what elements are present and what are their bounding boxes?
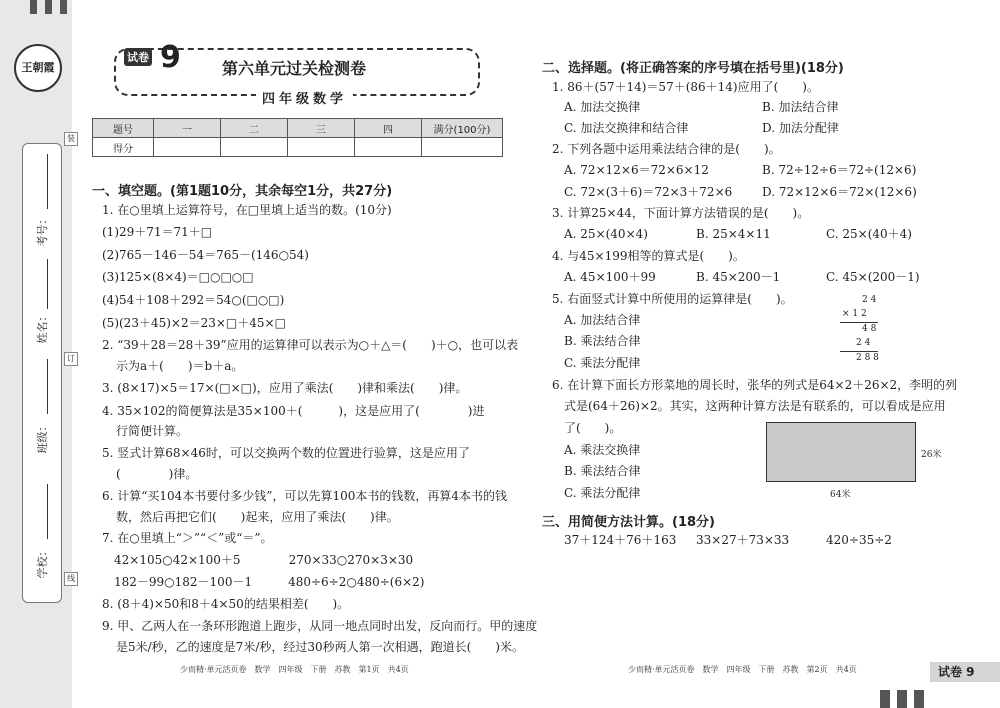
vertical-calc-line: 2 4: [856, 338, 871, 348]
score-header-cell: 二: [221, 119, 288, 138]
answer-option[interactable]: B. 加法结合律: [762, 100, 839, 114]
answer-option[interactable]: C. 乘法分配律: [564, 356, 641, 370]
question-line: 8. (8＋4)×50和8＋4×50的结果相差( )。: [102, 597, 350, 611]
answer-option[interactable]: C. 45×(200－1): [826, 270, 920, 284]
question-line: ( )律。: [116, 467, 198, 481]
question-line: 行简便计算。: [116, 424, 189, 438]
vertical-calc-line: 2 4: [862, 295, 877, 305]
calc-expression: 37＋124＋76＋163: [564, 533, 677, 547]
binding-bar: [60, 0, 67, 14]
answer-option[interactable]: C. 乘法分配律: [564, 486, 641, 500]
question-line: 6. 计算“买104本书要付多少钱”，可以先算100本书的钱数，再算4本书的钱: [102, 489, 507, 503]
answer-option[interactable]: B. 乘法结合律: [564, 334, 641, 348]
question-line: 7. 在○里填上“＞”“＜”或“＝”。: [102, 531, 273, 545]
section-title: 二、选择题。(将正确答案的序号填在括号里)(18分): [542, 61, 844, 76]
page-title: 第六单元过关检测卷: [222, 59, 367, 78]
answer-option[interactable]: B. 72÷12÷6＝72÷(12×6): [762, 163, 917, 177]
question-line: (3)125×(8×4)＝□○□○□: [102, 270, 254, 284]
answer-option[interactable]: B. 乘法结合律: [564, 464, 641, 478]
class-label: 班级：: [36, 420, 49, 454]
brand-logo: 王朝霞: [14, 44, 62, 92]
class-line[interactable]: [47, 359, 48, 414]
score-header-cell: 四: [355, 119, 422, 138]
answer-option[interactable]: B. 25×4×11: [696, 227, 771, 241]
score-cell[interactable]: [288, 138, 355, 157]
question-line: 6. 在计算下面长方形菜地的周长时，张华的列式是64×2＋26×2，李明的列: [552, 378, 958, 392]
score-cell[interactable]: [221, 138, 288, 157]
binding-bar: [30, 0, 37, 14]
question-line: 4. 与45×199相等的算式是( )。: [552, 249, 745, 263]
exam-id-label: 考号：: [36, 213, 49, 247]
school-line[interactable]: [47, 484, 48, 539]
rect-height-label: 26米: [921, 450, 942, 460]
question-line: 2. 下列各题中运用乘法结合律的是( )。: [552, 142, 781, 156]
vertical-calc-line: 2 8 8: [856, 353, 879, 363]
score-header-cell: 满分(100分): [422, 119, 503, 138]
score-table: [92, 118, 503, 157]
answer-option[interactable]: C. 25×(40＋4): [826, 227, 912, 241]
question-line: 4. 35×102的简便算法是35×100＋( )，这是应用了( )进: [102, 404, 485, 418]
rect-width-label: 64米: [830, 490, 851, 500]
field-rectangle-figure: [766, 422, 916, 482]
answer-option[interactable]: C. 加法交换律和结合律: [564, 121, 689, 135]
question-line: 1. 86＋(57＋14)＝57＋(86＋14)应用了( )。: [552, 80, 819, 94]
answer-option[interactable]: D. 72×12×6＝72×(12×6): [762, 185, 917, 199]
score-row-label: 得分: [93, 138, 154, 157]
binding-mark: 线: [64, 572, 78, 586]
score-cell[interactable]: [422, 138, 503, 157]
section-title: 一、填空题。(第1题10分，其余每空1分，共27分): [92, 184, 393, 199]
question-line: 5. 竖式计算68×46时，可以交换两个数的位置进行验算，这是应用了: [102, 446, 470, 460]
binding-mark: 装: [64, 132, 78, 146]
page-subtitle: 四年级数学: [256, 88, 353, 107]
name-label: 姓名：: [36, 310, 49, 344]
vertical-calc-line: 4 8: [862, 324, 877, 334]
test-badge: 试卷: [124, 48, 152, 66]
question-line: 42×105○42×100＋5 270×33○270×3×30: [114, 553, 414, 567]
answer-option[interactable]: A. 45×100＋99: [564, 270, 656, 284]
question-line: 示为a＋( )＝b＋a。: [116, 359, 244, 373]
answer-option[interactable]: A. 加法结合律: [564, 313, 641, 327]
binding-mark: 订: [64, 352, 78, 366]
vertical-calc-rule: [840, 322, 878, 323]
question-line: (4)54＋108＋292＝54○(□○□): [102, 293, 285, 307]
section-title: 三、用简便方法计算。(18分): [542, 515, 715, 530]
answer-option[interactable]: D. 加法分配律: [762, 121, 839, 135]
question-line: 是5米/秒，乙的速度是7米/秒，经过30秒两人第一次相遇，跑道长( )米。: [116, 640, 524, 654]
question-line: (1)29＋71＝71＋□: [102, 225, 213, 239]
name-line[interactable]: [47, 259, 48, 309]
question-line: 式是(64＋26)×2。其实，这两种计算方法是有联系的，可以看成是应用: [564, 399, 946, 413]
school-label: 学校：: [36, 545, 49, 579]
question-line: 了( )。: [564, 421, 622, 435]
question-line: 2. “39＋28＝28＋39”应用的运算律可以表示为○＋△＝( )＋○，也可以表: [102, 338, 519, 352]
score-header-cell: 一: [154, 119, 221, 138]
footer-left: 少而精·单元活页卷 数学 四年级 下册 苏教 第1页 共4页: [180, 665, 409, 674]
footer-right: 少而精·单元活页卷 数学 四年级 下册 苏教 第2页 共4页: [628, 665, 857, 674]
answer-option[interactable]: A. 72×12×6＝72×6×12: [564, 163, 709, 177]
question-line: 数，然后再把它们( )起来，应用了乘法( )律。: [116, 510, 399, 524]
answer-option[interactable]: A. 25×(40×4): [564, 227, 648, 241]
print-mark: [880, 690, 890, 708]
answer-option[interactable]: C. 72×(3＋6)＝72×3＋72×6: [564, 185, 733, 199]
vertical-calc-rule: [840, 351, 878, 352]
score-header-cell: 题号: [93, 119, 154, 138]
vertical-calc-line: × 1 2: [842, 309, 867, 319]
score-cell[interactable]: [355, 138, 422, 157]
test-number: 9: [160, 40, 181, 75]
print-mark: [897, 690, 907, 708]
calc-expression: 33×27＋73×33: [696, 533, 790, 547]
question-line: 3. 计算25×44，下面计算方法错误的是( )。: [552, 206, 810, 220]
question-line: 5. 右面竖式计算中所使用的运算律是( )。: [552, 292, 793, 306]
answer-option[interactable]: A. 加法交换律: [564, 100, 641, 114]
question-line: 9. 甲、乙两人在一条环形跑道上跑步，从同一地点同时出发，反向而行。甲的速度: [102, 619, 538, 633]
answer-option[interactable]: A. 乘法交换律: [564, 443, 641, 457]
score-cell[interactable]: [154, 138, 221, 157]
question-line: (5)(23＋45)×2＝23×□＋45×□: [102, 316, 286, 330]
calc-expression: 420÷35÷2: [826, 533, 892, 547]
footer-tag: 试卷 9: [930, 662, 1000, 682]
exam-id-line[interactable]: [47, 154, 48, 209]
question-line: 3. (8×17)×5＝17×(□×□)，应用了乘法( )律和乘法( )律。: [102, 381, 468, 395]
student-info-box: [22, 143, 62, 603]
answer-option[interactable]: B. 45×200－1: [696, 270, 781, 284]
binding-bar: [45, 0, 52, 14]
question-line: 1. 在○里填上运算符号，在□里填上适当的数。(10分): [102, 203, 392, 217]
score-header-cell: 三: [288, 119, 355, 138]
print-mark: [914, 690, 924, 708]
question-line: 182－99○182－100－1 480÷6÷2○480÷(6×2): [114, 575, 425, 589]
question-line: (2)765－146－54＝765－(146○54): [102, 248, 309, 262]
